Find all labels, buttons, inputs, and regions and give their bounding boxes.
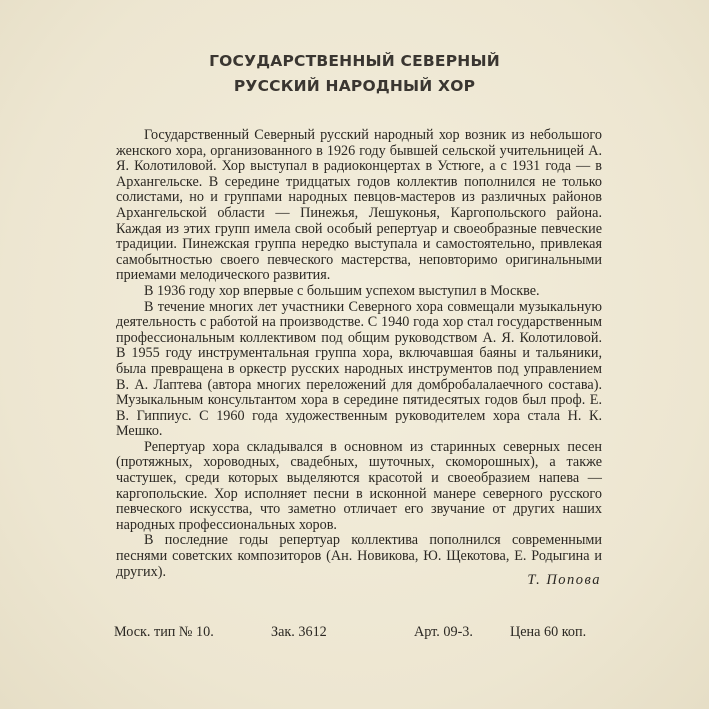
footer-print-shop: Моск. тип № 10. (114, 624, 214, 640)
paragraph-professional: В течение многих лет участники Северного хора совмещали музыкальную деятельность с работой на производстве. С 1940 года хор стал государственным профессиональным коллективом под общим руководством А. Я. Колотиловой. В 1955 году инструментальная группа хора, включавшая баяны и тальяники, была превращена в оркестр русских народных инструментов под управлением В. А. Лаптева (автора многих переложений для домбробалалаечного состава). Музыкальным консультантом хора в середине пятидесятых годов был проф. Е. В. Гиппиус. С 1960 года художественным руководителем хора стала Н. К. Мешко. (116, 298, 602, 440)
footer-order-number: Зак. 3612 (271, 624, 327, 640)
footer-price: Цена 60 коп. (510, 624, 587, 640)
title-line-2: РУССКИЙ НАРОДНЫЙ ХОР (233, 77, 476, 95)
paragraph-history: Государственный Северный русский народный хор возник из небольшого женского хора, организованного в 1926 году бывшей сельской учительницей А. Я. Колотиловой. Хор выступал в радиоконцертах в Устюге, а с 1931 года — в Архангельске. В середине тридцатых годов коллектив пополнился не только солистами, но и группами народных певцов-мастеров из различных районов Архангельской области — Пинежья, Лешуконья, Каргопольского района. Каждая из этих групп имела свой особый репертуар и своеобразные певческие традиции. Пинежская группа нередко выступала и самостоятельно, привлекая самобытностью своего певческого мастерства, неповторимо оригинальными приемами мелодического развития. (116, 127, 602, 284)
footer-article-number: Арт. 09-3. (414, 624, 473, 640)
title-line-1: ГОСУДАРСТВЕННЫЙ СЕВЕРНЫЙ (209, 52, 500, 70)
article-body (116, 128, 602, 580)
paragraph-recent-years: В последние годы репертуар коллектива пополнился современными песнями советских композиторов (Ан. Новикова, Ю. Щекотова, Е. Родыгина и других). (116, 532, 602, 580)
imprint-footer (114, 624, 604, 642)
author-signature: Т. Попова (527, 572, 601, 588)
paragraph-moscow-debut: В 1936 году хор впервые с большим успехом выступил в Москве. (144, 282, 540, 299)
paragraph-repertoire: Репертуар хора складывался в основном из старинных северных песен (протяжных, хороводных, свадебных, шуточных, скоморошных), а также частушек, среди которых выделяются красотой и своеобразием напева — каргопольские. Хор исполняет песни в исконной манере северного русского певческого искусства, что заметно отличает его звучание от других наших народных профессиональных хоров. (116, 438, 602, 533)
